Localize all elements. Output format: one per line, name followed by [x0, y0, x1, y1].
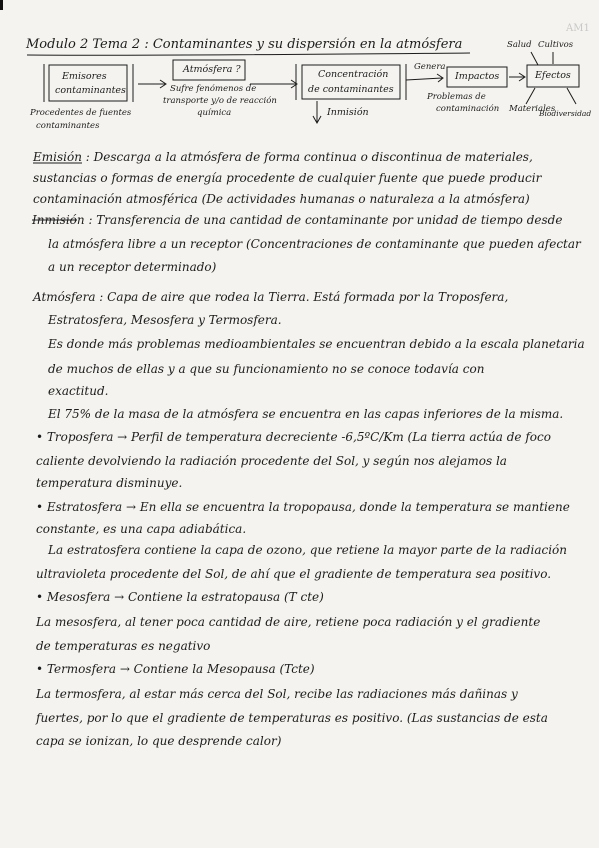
genera-label: Genera	[414, 62, 446, 72]
text-line-1: Emisión : Descarga a la atmósfera de forma continua o discontinua de materiales,	[33, 150, 533, 164]
text-line-3: contaminación atmosférica (De actividades humanas o naturaleza a la atmósfera)	[33, 192, 530, 206]
arrow-emisores-atmosfera	[138, 80, 166, 88]
text-line-17: constante, es una capa adiabática.	[36, 522, 247, 536]
box-efectos-label: Efectos	[535, 70, 571, 81]
text-line-22: de temperaturas es negativo	[36, 639, 211, 653]
box-emisores-line2: contaminantes	[55, 85, 126, 96]
text-line-13: • Troposfera → Perfil de temperatura decreciente -6,5ºC/Km (La tierra actúa de foco	[36, 430, 551, 444]
text-line-15: temperatura disminuye.	[36, 476, 183, 490]
efectos-salud: Salud	[507, 40, 532, 50]
text-line-6: a un receptor determinado)	[48, 260, 217, 274]
text-line-18: La estratosfera contiene la capa de ozono, que retiene la mayor parte de la radiación	[48, 543, 567, 557]
efectos-cultivos: Cultivos	[538, 40, 574, 50]
text-line-23: • Termosfera → Contiene la Mesopausa (Tcte)	[36, 662, 315, 676]
text-line-12: El 75% de la masa de la atmósfera se encuentra en las capas inferiores de la misma.	[48, 407, 564, 421]
emisores-caption-line2: contaminantes	[36, 121, 100, 131]
text-line-4: Inmisión : Transferencia de una cantidad de contaminante por unidad de tiempo desde	[32, 213, 563, 227]
box-concentracion-line1: Concentración	[318, 69, 389, 80]
text-line-8: Estratosfera, Mesosfera y Termosfera.	[48, 313, 282, 327]
text-line-20: • Mesosfera → Contiene la estratopausa (T cte)	[36, 590, 324, 604]
efectos-materiales: Materiales	[509, 104, 556, 114]
text-line-21: La mesosfera, al tener poca cantidad de aire, retiene poca radiación y el gradiente	[36, 615, 541, 629]
text-line-25: fuertes, por lo que el gradiente de temperaturas es positivo. (Las sustancias de esta	[36, 711, 548, 725]
arrow-inmision	[313, 101, 321, 123]
text-line-2: sustancias o formas de energía procedente de cualquier fuente que puede producir	[33, 171, 542, 185]
branches-up	[531, 52, 553, 65]
box-concentracion-line2: de contaminantes	[308, 84, 394, 95]
page-title: Modulo 2 Tema 2 : Contaminantes y su dispersión en la atmósfera	[26, 37, 463, 52]
text-line-11: exactitud.	[48, 384, 109, 398]
box-emisores-line1: Emisores	[62, 71, 107, 82]
impactos-caption-line1: Problemas de	[427, 92, 486, 102]
box-atmosfera-label: Atmósfera ?	[183, 64, 241, 75]
text-line-16: • Estratosfera → En ella se encuentra la tropopausa, donde la temperatura se mantiene	[36, 500, 570, 514]
title-underline	[27, 53, 470, 55]
atmosfera-caption-line2: transporte y/o de reacción	[163, 96, 277, 106]
arrow-atmosfera-concentracion	[250, 80, 297, 88]
atmosfera-caption-line3: química	[197, 108, 232, 118]
arrow-concentracion-impactos	[406, 74, 443, 82]
text-line-9: Es donde más problemas medioambientales se encuentran debido a la escala planetaria	[48, 337, 585, 351]
arrow-impactos-efectos	[509, 73, 525, 81]
page-stamp: AM1	[566, 23, 590, 34]
text-line-19: ultravioleta procedente del Sol, de ahí que el gradiente de temperatura sea positivo.	[36, 567, 552, 581]
branches-down	[526, 88, 576, 104]
text-line-5: la atmósfera libre a un receptor (Concentraciones de contaminante que pueden afectar	[48, 237, 581, 251]
impactos-caption-line2: contaminación	[436, 104, 500, 114]
text-line-14: caliente devolviendo la radiación procedente del Sol, y según nos alejamos la	[36, 454, 507, 468]
text-line-24: La termosfera, al estar más cerca del Sol, recibe las radiaciones más dañinas y	[36, 687, 518, 701]
box-impactos-label: Impactos	[455, 71, 500, 82]
atmosfera-caption-line1: Sufre fenómenos de	[170, 84, 257, 94]
text-line-10: de muchos de ellas y a que su funcionamiento no se conoce todavía con	[48, 362, 485, 376]
text-line-7: Atmósfera : Capa de aire que rodea la Tierra. Está formada por la Troposfera,	[33, 290, 509, 304]
inmision-label: Inmisión	[327, 107, 369, 118]
emisores-caption-line1: Procedentes de fuentes	[30, 108, 132, 118]
efectos-biodiversidad: Biodiversidad	[539, 109, 592, 118]
text-line-26: capa se ionizan, lo que desprende calor)	[36, 734, 282, 748]
